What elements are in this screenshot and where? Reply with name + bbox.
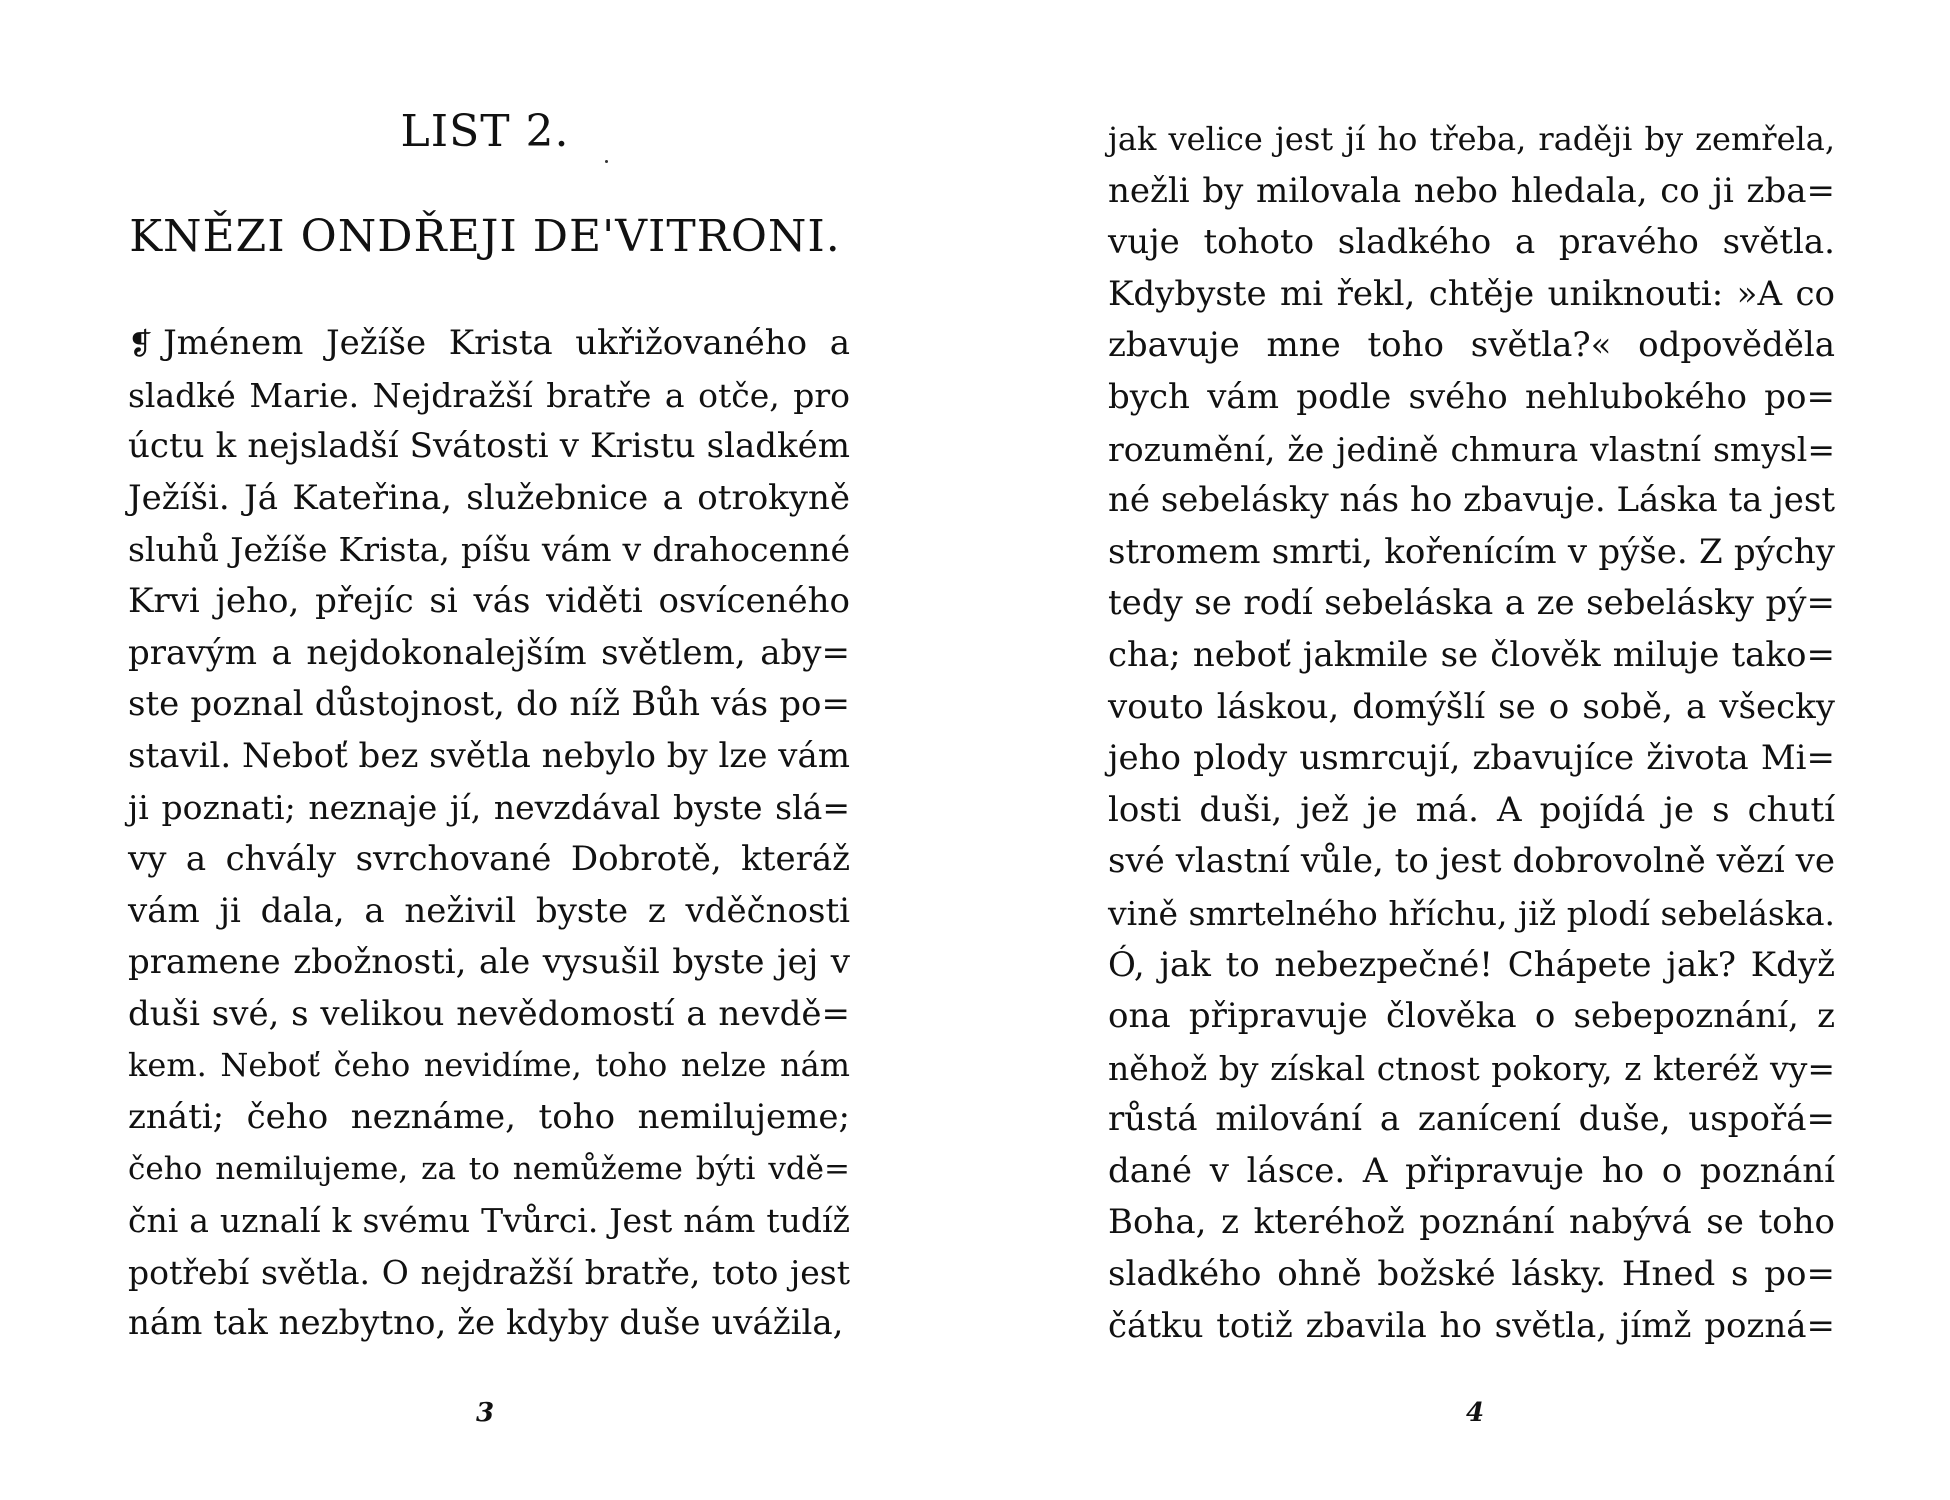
- text-line: něhož by získal ctnost pokory, z kteréž vy=: [1108, 1048, 1835, 1088]
- text-line: ❡ Jménem Ježíše Krista ukřižovaného a: [128, 323, 850, 363]
- text-line: ona připravuje člověka o sebepoznání, z: [1108, 996, 1835, 1037]
- text-line: pravým a nejdokonalejším světlem, aby=: [128, 632, 850, 673]
- right-page-text: [1108, 114, 1835, 1352]
- text-line: ste poznal důstojnost, do níž Bůh vás po=: [128, 684, 850, 725]
- text-line: Kdybyste mi řekl, chtěje uniknouti: »A co: [1108, 273, 1835, 314]
- text-line: vouto láskou, domýšlí se o sobě, a všecky: [1108, 686, 1835, 727]
- text-line: vině smrtelného hříchu, již plodí sebeláska.: [1108, 893, 1835, 933]
- text-line: dané v lásce. A připravuje ho o poznání: [1108, 1150, 1835, 1191]
- text-line: sladkého ohně božské lásky. Hned s po=: [1108, 1254, 1835, 1295]
- text-line: kem. Neboť čeho nevidíme, toho nelze nám: [128, 1046, 850, 1085]
- text-line: tedy se rodí sebeláska a ze sebelásky pý=: [1108, 583, 1835, 624]
- text-line: jeho plody usmrcují, zbavujíce života Mi=: [1108, 738, 1835, 779]
- text-line: Ó, jak to nebezpečné! Chápete jak? Když: [1108, 944, 1835, 985]
- text-line: nám tak nezbytno, že kdyby duše uvážila,: [128, 1303, 844, 1344]
- page-number: 4: [1465, 1398, 1485, 1428]
- text-line: vuje tohoto sladkého a pravého světla.: [1108, 222, 1835, 263]
- text-line: sluhů Ježíše Krista, píšu vám v drahocenné: [128, 530, 850, 570]
- text-line: čátku totiž zbavila ho světla, jímž pozná=: [1108, 1305, 1835, 1346]
- text-line: stromem smrti, kořenícím v pýše. Z pýchy: [1108, 531, 1835, 572]
- text-line: jak velice jest jí ho třeba, raději by zemřela,: [1108, 120, 1835, 158]
- letter-heading: LIST 2.: [400, 106, 570, 157]
- left-page-text: [128, 318, 850, 1350]
- text-line: znáti; čeho neznáme, toho nemilujeme;: [128, 1096, 850, 1137]
- text-line: úctu k nejsladší Svátosti v Kristu sladkém: [128, 426, 850, 467]
- right-page: [975, 0, 1950, 1500]
- text-line: né sebelásky nás ho zbavuje. Láska ta jest: [1108, 480, 1835, 521]
- text-line: stavil. Neboť bez světla nebylo by lze vám: [128, 735, 850, 776]
- text-line: duši své, s velikou nevědomostí a nevdě=: [128, 993, 850, 1034]
- print-speck: [605, 160, 608, 163]
- text-line: Boha, z kteréhož poznání nabývá se toho: [1108, 1202, 1835, 1243]
- text-line: pramene zbožnosti, ale vysušil byste jej v: [128, 942, 850, 983]
- paragraph-mark-icon: ❡: [128, 327, 154, 362]
- text-line: vy a chvály svrchované Dobrotě, kteráž: [128, 838, 850, 879]
- text-line: Ježíši. Já Kateřina, služebnice a otrokyně: [128, 477, 850, 518]
- text-line: vám ji dala, a neživil byste z vděčnosti: [128, 890, 850, 931]
- text-line: čni a uznalí k svému Tvůrci. Jest nám tudíž: [128, 1201, 850, 1241]
- text-line: čeho nemilujeme, za to nemůžeme býti vdě=: [128, 1150, 850, 1187]
- letter-addressee: KNĚZI ONDŘEJI DE'VITRONI.: [129, 211, 841, 262]
- text-line: ji poznati; neznaje jí, nevzdával byste slá=: [128, 788, 850, 828]
- text-line: zbavuje mne toho světla?« odpověděla: [1108, 325, 1835, 366]
- text-line: bych vám podle svého nehlubokého po=: [1108, 376, 1835, 417]
- text-line: růstá milování a zanícení duše, uspořá=: [1108, 1099, 1835, 1140]
- text-line: rozumění, že jedině chmura vlastní smysl=: [1108, 429, 1835, 469]
- text-line: cha; neboť jakmile se člověk miluje tako=: [1108, 634, 1835, 675]
- text-line: své vlastní vůle, to jest dobrovolně vězí ve: [1108, 841, 1835, 882]
- text-line: sladké Marie. Nejdražší bratře a otče, pro: [128, 375, 850, 415]
- text-line: Krvi jeho, přejíc si vás viděti osvíceného: [128, 580, 850, 621]
- text-line: nežli by milovala nebo hledala, co ji zba=: [1108, 170, 1835, 211]
- text-line: losti duši, jež je má. A pojídá je s chutí: [1108, 789, 1835, 830]
- text-line: potřebí světla. O nejdražší bratře, toto jest: [128, 1252, 850, 1292]
- page-number: 3: [475, 1398, 495, 1428]
